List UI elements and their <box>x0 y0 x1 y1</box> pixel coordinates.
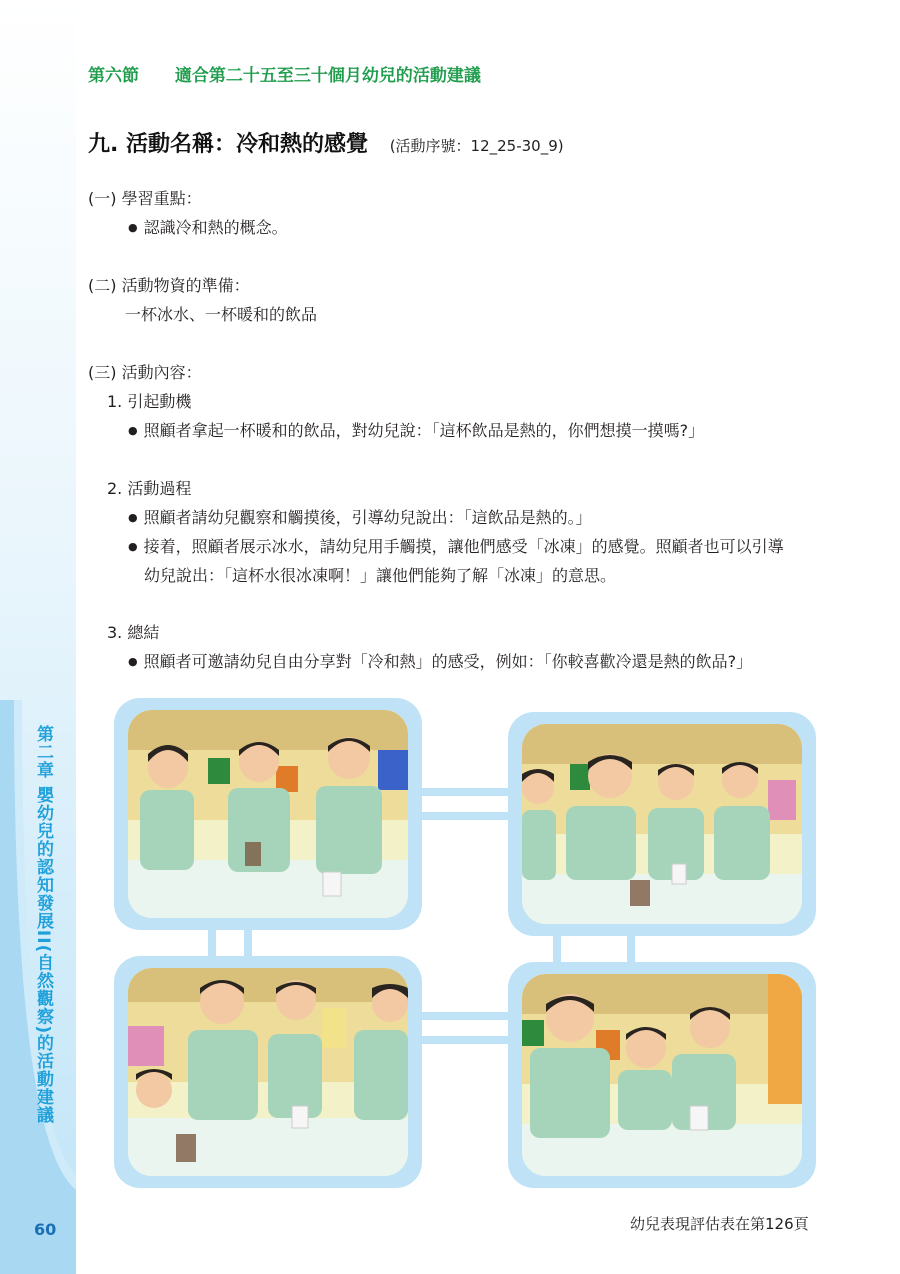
activity-photo <box>128 710 408 918</box>
footer-note: 幼兒表現評估表在第126頁 <box>630 1215 809 1233</box>
step1-item: ● 照顧者拿起一杯暖和的飲品，對幼兒說：「這杯飲品是熱的，你們想摸一摸嗎?」 <box>128 420 704 444</box>
activity-name: 九. 活動名稱：冷和熱的感覺 <box>88 132 369 157</box>
photo-connector <box>420 788 510 820</box>
section-header <box>88 61 481 86</box>
photo-frame <box>114 956 422 1188</box>
photo-frame <box>508 962 816 1188</box>
step2-item: ● 接着，照顧者展示冰水，請幼兒用手觸摸，讓他們感受「冰凍」的感覺。照顧者也可以引導 <box>128 536 784 560</box>
materials-text: 一杯冰水、一杯暖和的飲品 <box>125 305 318 324</box>
learning-heading: (一) 學習重點： <box>88 189 202 208</box>
step2-item-continued: 幼兒說出：「這杯水很冰凍啊！」讓他們能夠了解「冰凍」的意思。 <box>144 566 617 585</box>
activity-photo <box>522 724 802 924</box>
activity-title <box>88 127 564 158</box>
activity-photo <box>522 974 802 1176</box>
activity-photo <box>128 968 408 1176</box>
photo-connector <box>420 1012 510 1044</box>
section-title: 適合第二十五至三十個月幼兒的活動建議 <box>174 66 481 86</box>
step2-item: ● 照顧者請幼兒觀察和觸摸後，引導幼兒說出：「這飲品是熱的。」 <box>128 507 592 531</box>
section-number: 第六節 <box>88 66 139 86</box>
content-heading: (三) 活動內容： <box>88 363 202 382</box>
learning-item: ● 認識冷和熱的概念。 <box>128 217 288 241</box>
activity-serial: (活動序號：12_25-30_9) <box>389 137 564 155</box>
chapter-sidebar-title: 第二章 嬰幼兒的認知發展II(自然觀察)的活動建議 <box>33 725 53 1125</box>
step2-title: 2. 活動過程 <box>107 479 192 498</box>
photo-frame <box>508 712 816 936</box>
step3-item: ● 照顧者可邀請幼兒自由分享對「冷和熱」的感受，例如：「你較喜歡冷還是熱的飲品?」 <box>128 651 752 675</box>
step1-title: 1. 引起動機 <box>107 392 192 411</box>
photo-frame <box>114 698 422 930</box>
materials-heading: (二) 活動物資的準備： <box>88 276 250 295</box>
step3-title: 3. 總結 <box>107 623 160 642</box>
page-number: 60 <box>34 1220 57 1239</box>
